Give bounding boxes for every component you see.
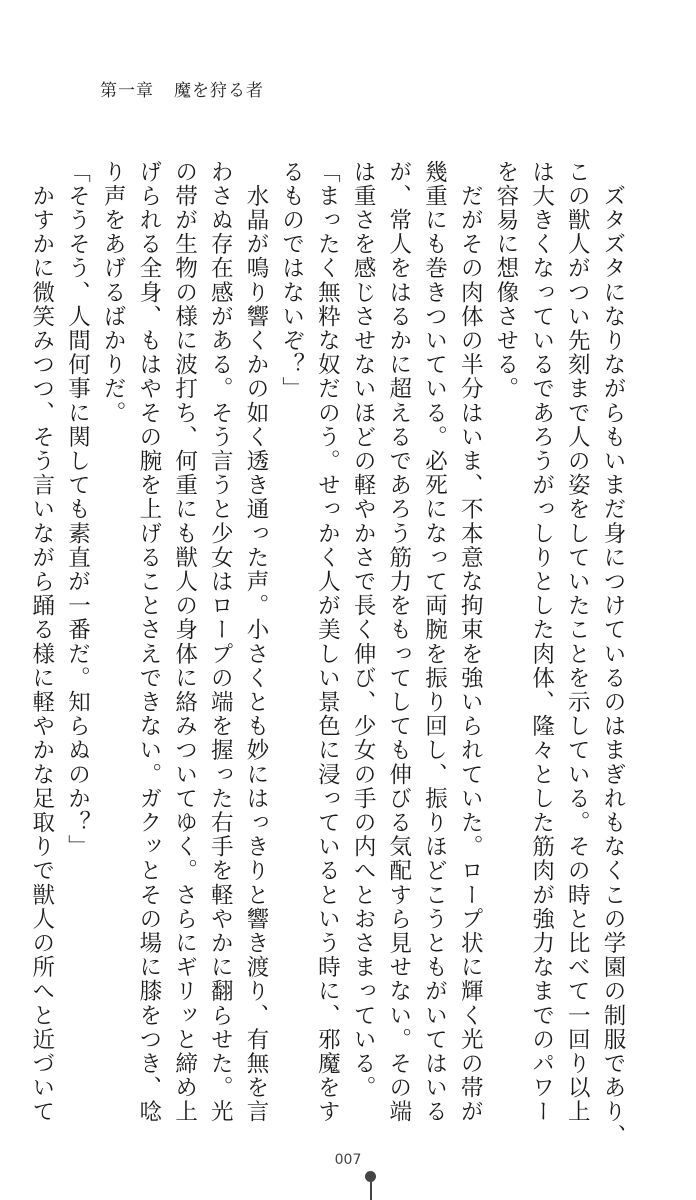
text-line: 「まったく無粋な奴だのう。せっかく人が美しい景色に浸っているという時に、邪魔をす	[314, 160, 341, 1124]
text-line: は重さを感じさせないほどの軽やかさで長く伸び、少女の手の内へとおさまっている。	[350, 160, 377, 1100]
page-marker-line	[370, 1180, 372, 1200]
text-line: だがその肉体の半分はいま、不本意な拘束を強いられていた。ロープ状に輝く光の帯が	[457, 160, 484, 1124]
text-line: 水晶が鳴り響くかの如く透き通った声。小さくとも妙にはっきりと響き渡り、有無を言	[242, 160, 269, 1124]
text-line: を容易に想像させる。	[492, 160, 519, 401]
vertical-body-text	[28, 160, 630, 1149]
text-line: ズタズタになりながらもいまだ身につけているのはまぎれもなくこの学園の制服であり、	[600, 160, 626, 1149]
running-header	[100, 76, 264, 101]
text-line: げられる全身、もはやその腕を上げることさえできない。ガクッとその場に膝をつき、唸	[135, 160, 162, 1124]
chapter-title: 魔を狩る者	[174, 81, 264, 101]
page-number: 007	[334, 1152, 362, 1168]
text-line: が、常人をはるかに超えるであろう筋力をもってしても伸びる気配すら見せない。その端	[385, 160, 412, 1124]
text-line: るものではないぞ？」	[278, 160, 305, 401]
text-line: この獣人がつい先刻まで人の姿をしていたことを示している。その時と比べて一回り以上	[564, 160, 591, 1124]
text-line: は大きくなっているであろうがっしりとした肉体、隆々とした筋肉が強力なまでのパワー	[528, 160, 555, 1124]
text-line: 幾重にも巻きついている。必死になって両腕を振り回し、振りほどこうともがいてはいる	[421, 160, 448, 1124]
text-line: 「そうそう、人間何事に関しても素直が一番だ。知らぬのか？」	[64, 160, 91, 859]
chapter-label: 第一章	[100, 81, 154, 101]
text-line: り声をあげるばかりだ。	[100, 160, 127, 426]
text-line: わさぬ存在感がある。そう言うと少女はロープの端を握った右手を軽やかに翻らせた。光	[207, 160, 234, 1124]
text-line: かすかに微笑みつつ、そう言いながら踊る様に軽やかな足取りで獣人の所へと近づいて	[28, 160, 55, 1124]
text-line: の帯が生物の様に波打ち、何重にも獣人の身体に絡みついてゆく。さらにギリッと締め上	[171, 160, 198, 1124]
